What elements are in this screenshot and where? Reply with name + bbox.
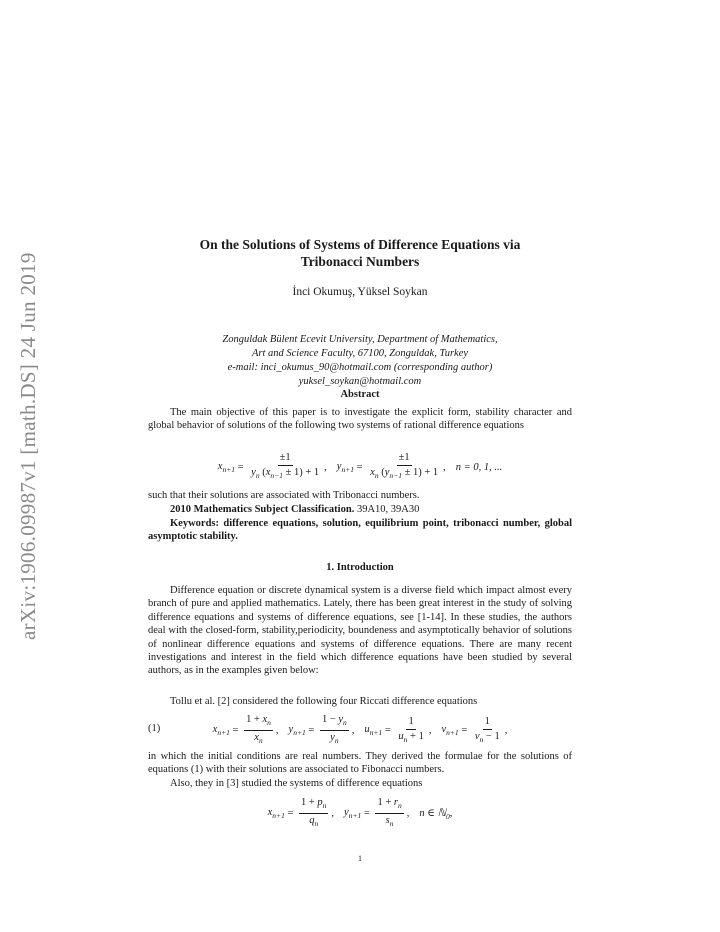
affiliation-email-2: yuksel_soykan@hotmail.com bbox=[298, 376, 422, 387]
equation-1-label: (1) bbox=[148, 723, 161, 734]
affiliation-line-1: Zonguldak Bülent Ecevit University, Department of Mathematics, bbox=[222, 334, 498, 345]
msc-value: 39A10, 39A30 bbox=[356, 504, 420, 515]
affiliation-line-2: Art and Science Faculty, 67100, Zonguldak, Turkey bbox=[251, 348, 469, 359]
title-line-1: On the Solutions of Systems of Difference Equations via bbox=[199, 237, 521, 252]
arxiv-stamp-text: arXiv:1906.09987v1 [math.DS] 24 Jun 2019 bbox=[16, 252, 40, 640]
equation-1: (1) $x_{n+1}$ = $\frac{1 + x_n}{x_n}$ , $y_{n+1}$ = $\frac{1 - y_n}{y_n}$ , $u_{n+1}$ = $\frac{1}{u_n + 1}$ , $v_{n+1}$ = $\frac{1}{v_n - 1}$ , bbox=[148, 714, 508, 746]
abstract-text: The main objective of this paper is to investigate the explicit form, stability character and global behavior of solutions of the following two systems of rational difference equations bbox=[148, 407, 572, 432]
keywords-label: Keywords: bbox=[170, 518, 219, 529]
keywords-value: difference equations, solution, equilibrium point, tribonacci number, global asymptotic stability. bbox=[148, 518, 573, 543]
msc-label: 2010 Mathematics Subject Classification. bbox=[170, 504, 355, 515]
intro-paragraph-3: in which the initial conditions are real numbers. They derived the formulae for the solutions of equations (1) with their solutions are associated to Fibonacci numbers. bbox=[148, 751, 572, 776]
abstract-heading: Abstract bbox=[340, 389, 380, 400]
intro-paragraph-4: Also, they in [3] studied the systems of difference equations bbox=[170, 778, 423, 789]
abstract-equation-range: n = 0, 1, ... bbox=[455, 461, 503, 473]
intro-paragraph-2: Tollu et al. [2] considered the following four Riccati difference equations bbox=[170, 696, 478, 707]
affiliation-email-1: e-mail: inci_okumus_90@hotmail.com (corresponding author) bbox=[227, 362, 493, 373]
equation-2-range: n ∈ ℕ$_0$, bbox=[419, 807, 453, 821]
affiliation bbox=[150, 333, 570, 389]
equation-2: $x_{n+1}$ = $\frac{1 + p_n}{q_n}$ , $y_{n+1}$ = $\frac{1 + r_n}{s_n}$ , n ∈ ℕ$_0$, bbox=[267, 797, 453, 829]
abstract-after: such that their solutions are associated with Tribonacci numbers. bbox=[148, 490, 420, 501]
keywords bbox=[148, 517, 572, 544]
title-line-2: Tribonacci Numbers bbox=[300, 254, 420, 269]
section-heading-introduction: 1. Introduction bbox=[326, 562, 394, 573]
paper-title bbox=[150, 236, 570, 270]
arxiv-stamp bbox=[16, 252, 52, 676]
abstract-equation-system: $x_{n+1}$ = $\frac{\pm 1}{y_n (x_{n-1} \pm 1) + 1}$ , $y_{n+1}$ = $\frac{\pm 1}{x_n (y_{n-1} \pm 1) + 1}$ , n = 0, 1, ... bbox=[217, 452, 503, 481]
intro-paragraph-1: Difference equation or discrete dynamical system is a diverse field which impact almost every branch of pure and applied mathematics. Lately, there has been great interest in the study of solving difference equations and systems of difference equations, see [1-14]. In these studies, the authors deal with the closed-form, stability,periodicity, boundeness and asymptotically behavior of solutions of nonlinear difference equations and systems of difference equations. There are many recent investigations and interest in the field which difference equations have been studied by several authors, as in the examples given below: bbox=[148, 585, 572, 677]
msc-classification bbox=[148, 503, 572, 516]
authors: İnci Okumuş, Yüksel Soykan bbox=[292, 286, 428, 298]
page-number: 1 bbox=[358, 854, 362, 863]
